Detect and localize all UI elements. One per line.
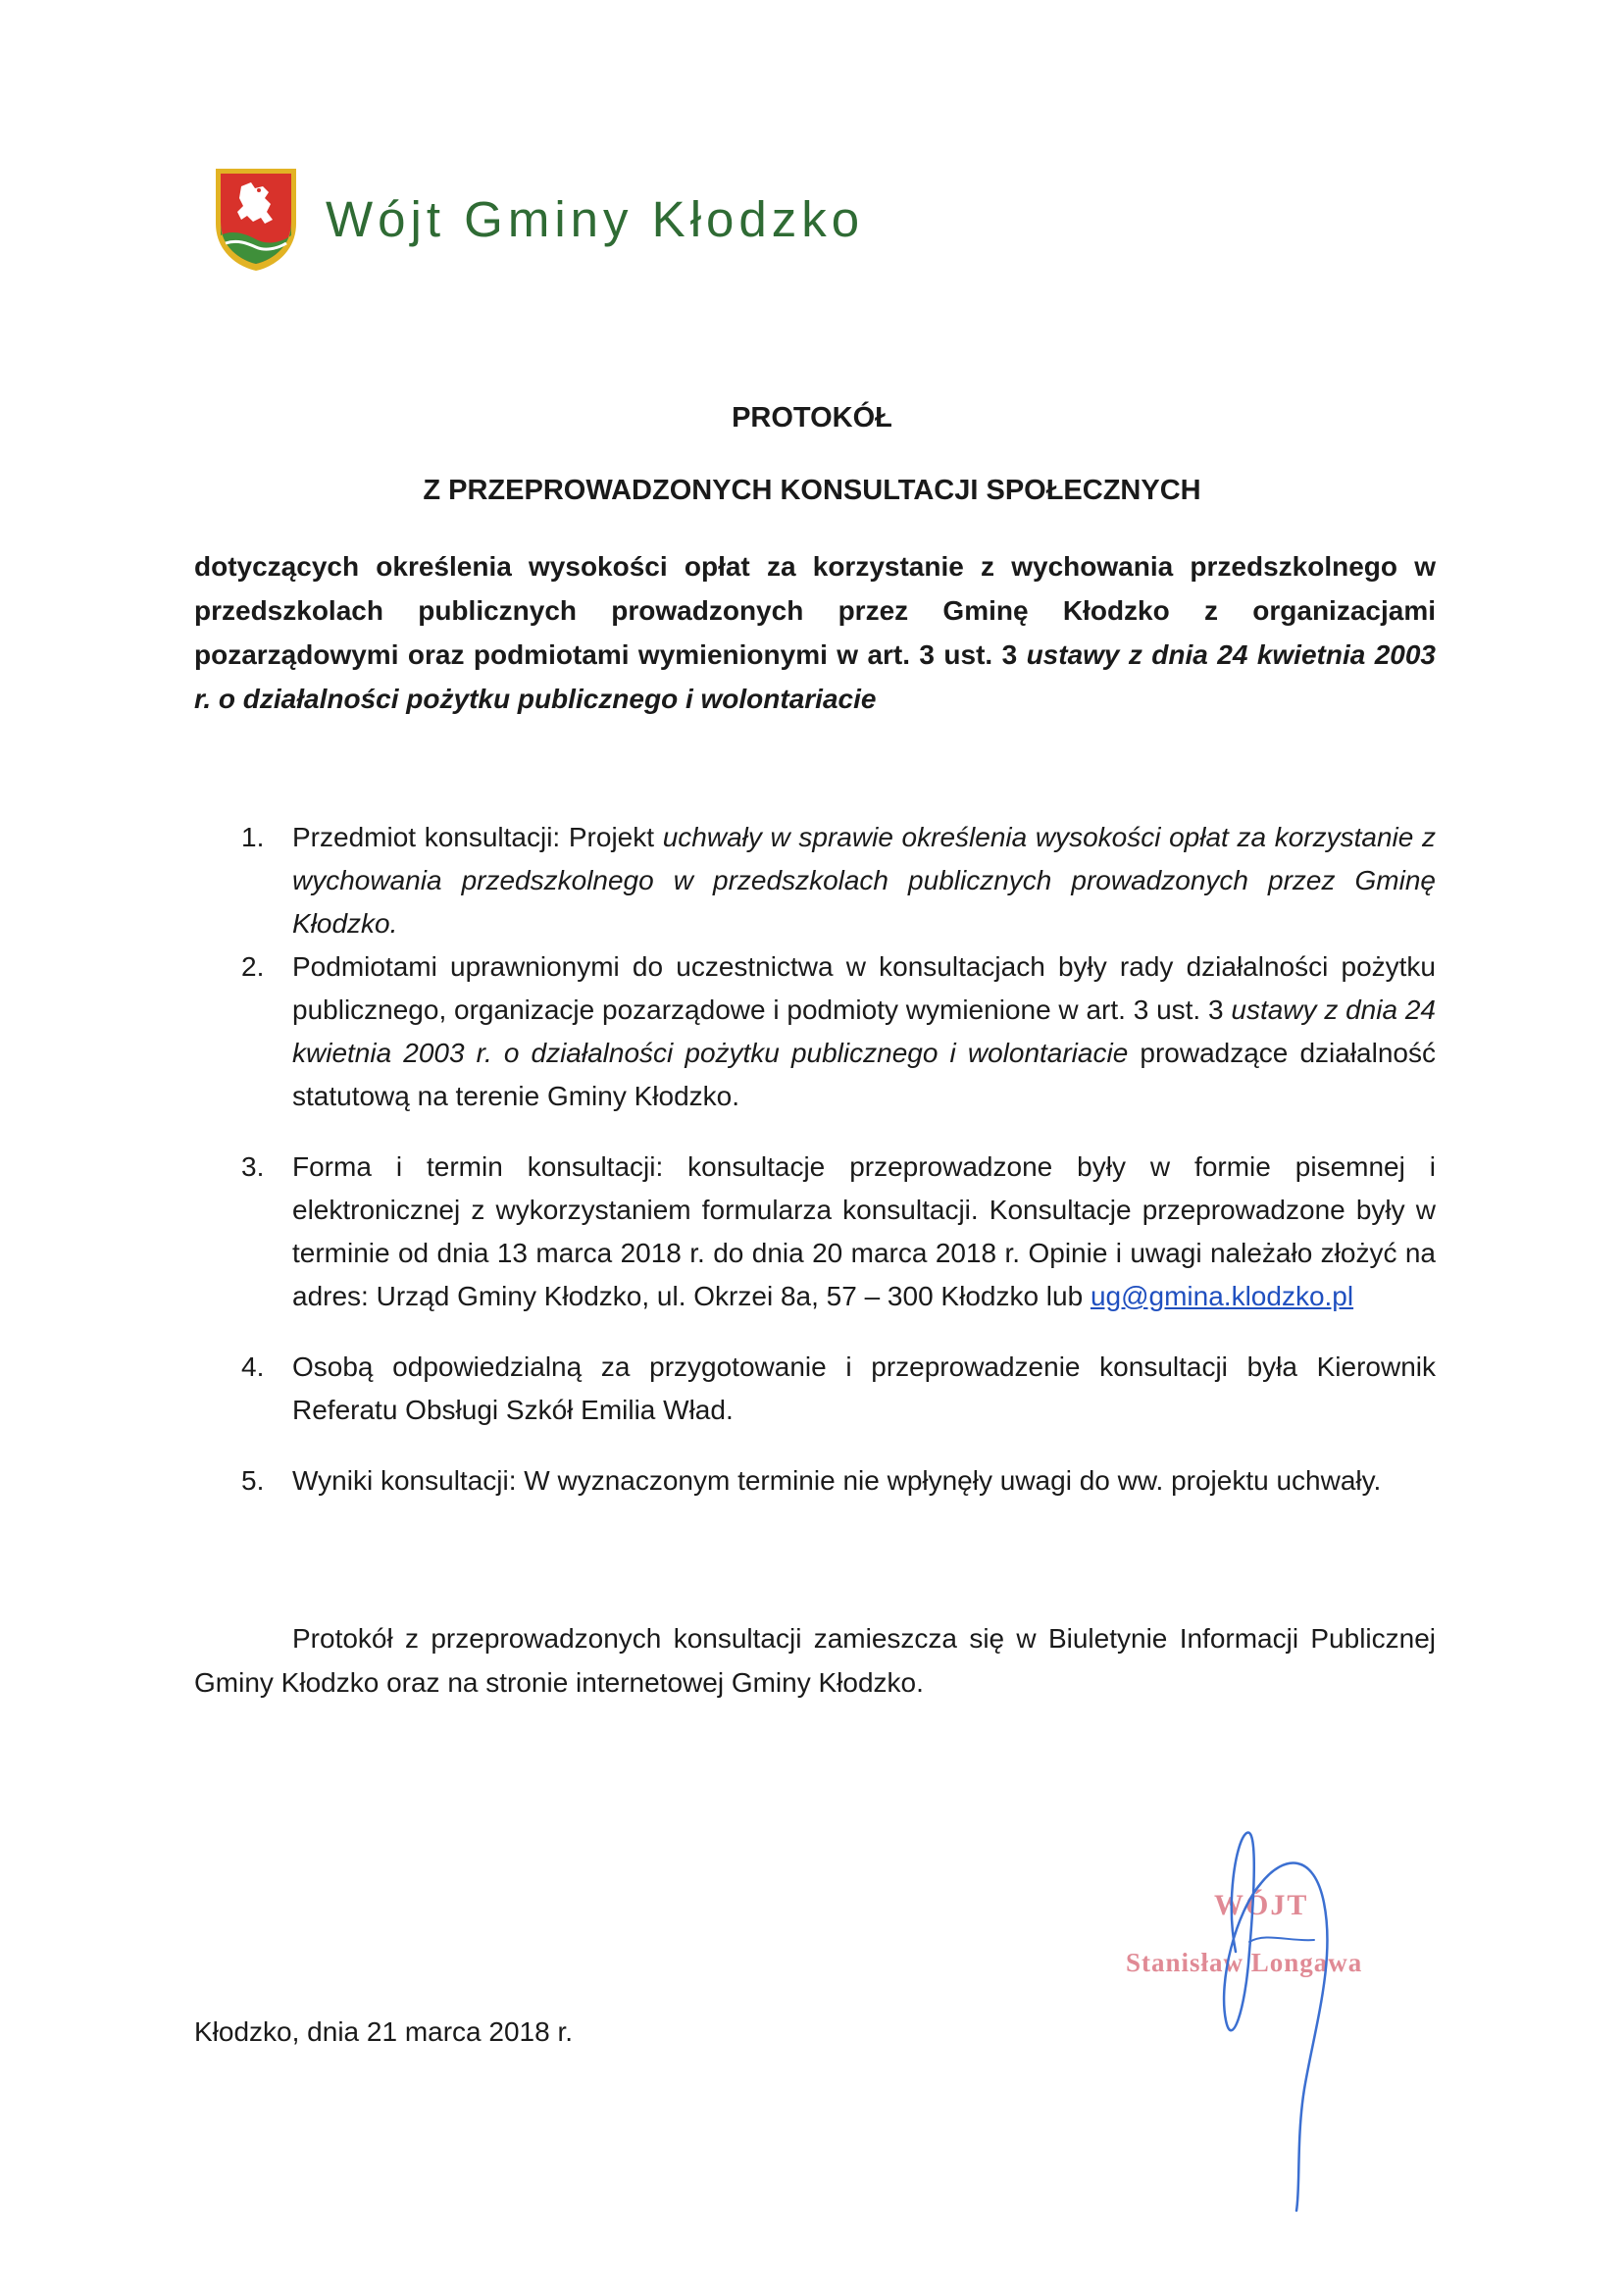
- list-item: [194, 1146, 1436, 1318]
- document-subtitle: Z PRZEPROWADZONYCH KONSULTACJI SPOŁECZNYCH: [423, 475, 1201, 506]
- list-item-text: Wyniki konsultacji: W wyznaczonym terminie nie wpłynęły uwagi do ww. projektu uchwały.: [292, 1465, 1382, 1496]
- list-item-text: Przedmiot konsultacji: Projekt: [292, 822, 663, 852]
- stamp-title: WÓJT: [1214, 1889, 1309, 1921]
- organization-name: Wójt Gminy Kłodzko: [326, 190, 865, 247]
- numbered-list: [194, 816, 1436, 1503]
- intro-paragraph: [194, 544, 1436, 721]
- list-item-text: Osobą odpowiedzialną za przygotowanie i przeprowadzenie konsultacji była Kierownik Referatu Obsługi Szkół Emilia Wład.: [292, 1351, 1436, 1425]
- list-item: [194, 816, 1436, 945]
- signature-icon: [1167, 1795, 1422, 2217]
- list-item-number: 2.: [241, 951, 265, 982]
- closing-paragraph: Protokół z przeprowadzonych konsultacji zamieszcza się w Biuletynie Informacji Publicznej Gminy Kłodzko oraz na stronie internetowej Gminy Kłodzko.: [194, 1623, 1436, 1698]
- document-title: PROTOKÓŁ: [732, 402, 892, 433]
- list-item: [194, 945, 1436, 1118]
- list-item-text: Podmiotami uprawnionymi do uczestnictwa w konsultacjach były rady działalności pożytku publicznego, organizacje pozarządowe i podmioty wymienione w art. 3 ust. 3: [292, 951, 1436, 1025]
- intro-text: dotyczących określenia wysokości opłat za korzystanie z wychowania przedszkolnego w przedszkolach publicznych prowadzonych przez Gminę Kłodzko z organizacjami pozarządowymi oraz podmiotami wymienionymi w art. 3 ust. 3: [194, 551, 1436, 670]
- email-link[interactable]: ug@gmina.klodzko.pl: [1090, 1281, 1354, 1311]
- list-item-number: 5.: [241, 1465, 265, 1496]
- letterhead: [212, 165, 864, 273]
- list-item-number: 3.: [241, 1151, 265, 1182]
- list-item-italic-text: uchwały w sprawie określenia wysokości opłat za korzystanie z wychowania przedszkolnego w przedszkolach publicznych prowadzonych przez Gminę Kłodzko.: [292, 822, 1436, 939]
- list-item-text: Forma i termin konsultacji: konsultacje przeprowadzone były w formie pisemnej i elektronicznej z wykorzystaniem formularza konsultacji. Konsultacje przeprowadzone były w terminie od dnia 13 marca 2018 r. do dnia 20 marca 2018 r. Opinie i uwagi należało złożyć na adres: Urząd Gminy Kłodzko, ul. Okrzei 8a, 57 – 300 Kłodzko lub: [292, 1151, 1436, 1311]
- stamp-name: Stanisław Longawa: [1126, 1948, 1363, 1977]
- list-item-italic-text: ustawy z dnia 24 kwietnia 2003 r. o działalności pożytku publicznego i wolontariacie: [292, 994, 1436, 1068]
- document-date: Kłodzko, dnia 21 marca 2018 r.: [194, 2016, 574, 2047]
- list-item-number: 4.: [241, 1351, 265, 1382]
- coat-of-arms-icon: [212, 165, 300, 273]
- list-item: [194, 1346, 1436, 1432]
- list-item-number: 1.: [241, 822, 265, 852]
- list-item: [194, 1459, 1436, 1503]
- intro-law-reference: ustawy z dnia 24 kwietnia 2003 r. o działalności pożytku publicznego i wolontariacie: [194, 639, 1436, 714]
- list-item-text-end: prowadzące działalność statutową na terenie Gminy Kłodzko.: [292, 1038, 1436, 1111]
